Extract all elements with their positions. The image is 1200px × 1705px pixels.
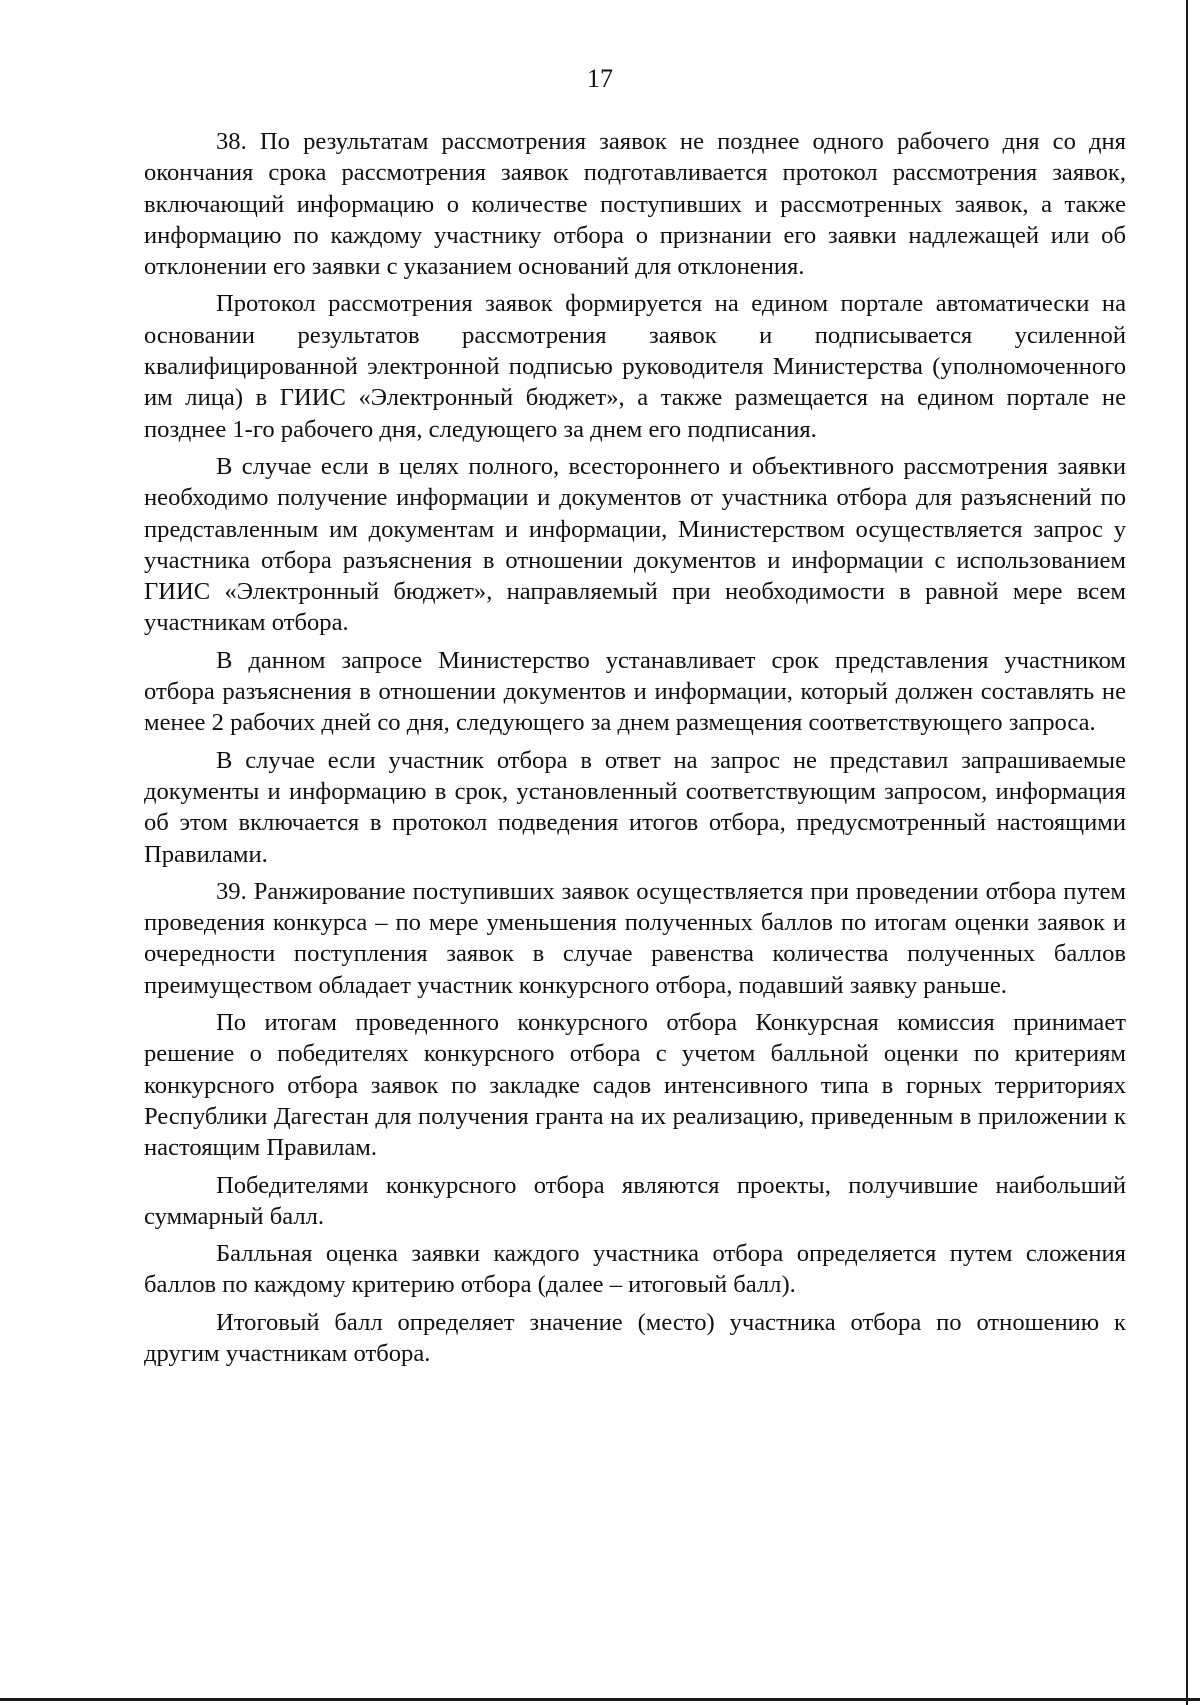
document-body bbox=[144, 126, 1126, 1375]
paragraph-winners: Победителями конкурсного отбора являются проекты, получившие наибольший суммарный балл. bbox=[144, 1171, 1126, 1230]
paragraph-commission-decision: По итогам проведенного конкурсного отбора Конкурсная комиссия принимает решение о победителях конкурсного отбора с учетом балльной оценки по критериям конкурсного отбора заявок по закладке садов интенсивного типа в горных территориях Республики Дагестан для получения гранта на их реализацию, приведенным в приложении к настоящим Правилам. bbox=[144, 1009, 1126, 1162]
paragraph-final-score: Итоговый балл определяет значение (место) участника отбора по отношению к другим участникам отбора. bbox=[144, 1308, 1126, 1367]
scan-bottom-edge bbox=[0, 1698, 1200, 1701]
scan-right-edge bbox=[1186, 0, 1188, 1705]
paragraph-score-calculation: Балльная оценка заявки каждого участника отбора определяется путем сложения баллов по каждому критерию отбора (далее – итоговый балл). bbox=[144, 1240, 1126, 1299]
paragraph-request-deadline: В данном запросе Министерство устанавливает срок представления участником отбора разъяснения в отношении документов и информации, который должен составлять не менее 2 рабочих дней со дня, следующего за днем размещения соответствующего запроса. bbox=[144, 646, 1126, 737]
paragraph-no-response: В случае если участник отбора в ответ на запрос не представил запрашиваемые документы и информацию в срок, установленный соответствующим запросом, информация об этом включается в протокол подведения итогов отбора, предусмотренный настоящими Правилами. bbox=[144, 746, 1126, 868]
paragraph-clarification-request: В случае если в целях полного, всестороннего и объективного рассмотрения заявки необходимо получение информации и документов от участника отбора для разъяснений по представленным им документам и информации, Министерством осуществляется запрос у участника отбора разъяснения в отношении документов и информации с использованием ГИИС «Электронный бюджет», направляемый при необходимости в равной мере всем участникам отбора. bbox=[144, 452, 1126, 637]
paragraph-39: 39. Ранжирование поступивших заявок осуществляется при проведении отбора путем проведения конкурса – по мере уменьшения полученных баллов по итогам оценки заявок и очередности поступления заявок в случае равенства количества полученных баллов преимуществом обладает участник конкурсного отбора, подавший заявку раньше. bbox=[144, 877, 1126, 999]
paragraph-38: 38. По результатам рассмотрения заявок не позднее одного рабочего дня со дня окончания срока рассмотрения заявок подготавливается протокол рассмотрения заявок, включающий информацию о количестве поступивших и рассмотренных заявок, а также информацию по каждому участнику отбора о признании его заявки надлежащей или об отклонении его заявки с указанием оснований для отклонения. bbox=[144, 128, 1126, 281]
page-number: 17 bbox=[587, 64, 613, 93]
paragraph-protocol: Протокол рассмотрения заявок формируется на едином портале автоматически на основании результатов рассмотрения заявок и подписывается усиленной квалифицированной электронной подписью руководителя Министерства (уполномоченного им лица) в ГИИС «Электронный бюджет», а также размещается на едином портале не позднее 1-го рабочего дня, следующего за днем его подписания. bbox=[144, 290, 1126, 443]
